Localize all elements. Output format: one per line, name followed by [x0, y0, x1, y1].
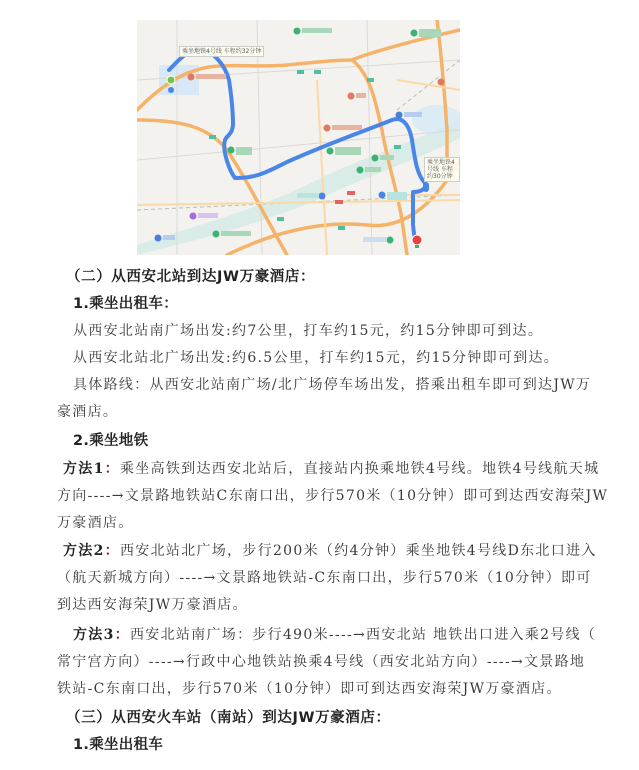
subheading-metro: 2.乘坐地铁: [73, 433, 149, 449]
section-heading-south-station: （三）从西安火车站（南站）到达JW万豪酒店：: [66, 710, 391, 726]
method-3-line-3: 铁站-C东南口出，步行570米（10分钟）即可到达西安海荣JW万豪酒店。: [57, 681, 562, 697]
section-heading-north-station: （二）从西安北站到达JW万豪酒店：: [66, 269, 316, 285]
subheading-taxi-south: 1.乘坐出租车: [73, 737, 164, 753]
method-1-line-2: 方向----→文景路地铁站C东南口出，步行570米（10分钟）即可到达西安海荣JW: [57, 488, 609, 504]
method-2-line-2: （航天新城方向）----→文景路地铁站-C东南口出，步行570米（10分钟）即可: [57, 570, 592, 586]
method-2-line-1: 西安北站北广场，步行200米（约4分钟）乘坐地铁4号线D东北口进入: [119, 543, 597, 559]
method-1-line-1: 乘坐高铁到达西安北站后，直接站内换乘地铁4号线。地铁4号线航天城: [119, 461, 600, 477]
route-map-image: [137, 20, 460, 255]
taxi-route-text: 具体路线：从西安北站南广场/北广场停车场出发，搭乘出租车即可到达JW万: [73, 377, 592, 393]
taxi-north-plaza-text: 从西安北站北广场出发:约6.5公里，打车约15元，约15分钟即可到达。: [73, 350, 560, 366]
method-3-line-1: 西安北站南广场：步行490米----→西安北站 地铁出口进入乘2号线（: [129, 627, 597, 643]
metro-method-2: [63, 540, 597, 560]
method-3-line-2: 常宁宫方向）----→行政中心地铁站换乘4号线（西安北站方向）----→文景路地: [57, 654, 586, 670]
route-end-label: 乘坐地铁4号线 车程约30分钟: [424, 157, 460, 182]
method-2-label: 方法2：: [63, 543, 120, 559]
taxi-route-text-cont: 豪酒店。: [57, 404, 119, 420]
taxi-south-plaza-text: 从西安北站南广场出发:约7公里，打车约15元，约15分钟即可到达。: [73, 323, 544, 339]
method-2-line-3: 到达西安海荣JW万豪酒店。: [57, 597, 248, 613]
metro-method-3: [73, 624, 596, 644]
subheading-taxi: 1.乘坐出租车：: [73, 296, 178, 312]
method-1-label: 方法1：: [63, 461, 120, 477]
method-1-line-3: 万豪酒店。: [57, 515, 134, 531]
method-3-label: 方法3：: [73, 627, 130, 643]
metro-method-1: [63, 458, 599, 478]
route-start-label: 乘坐地铁4号线 车程约32分钟: [179, 46, 264, 57]
